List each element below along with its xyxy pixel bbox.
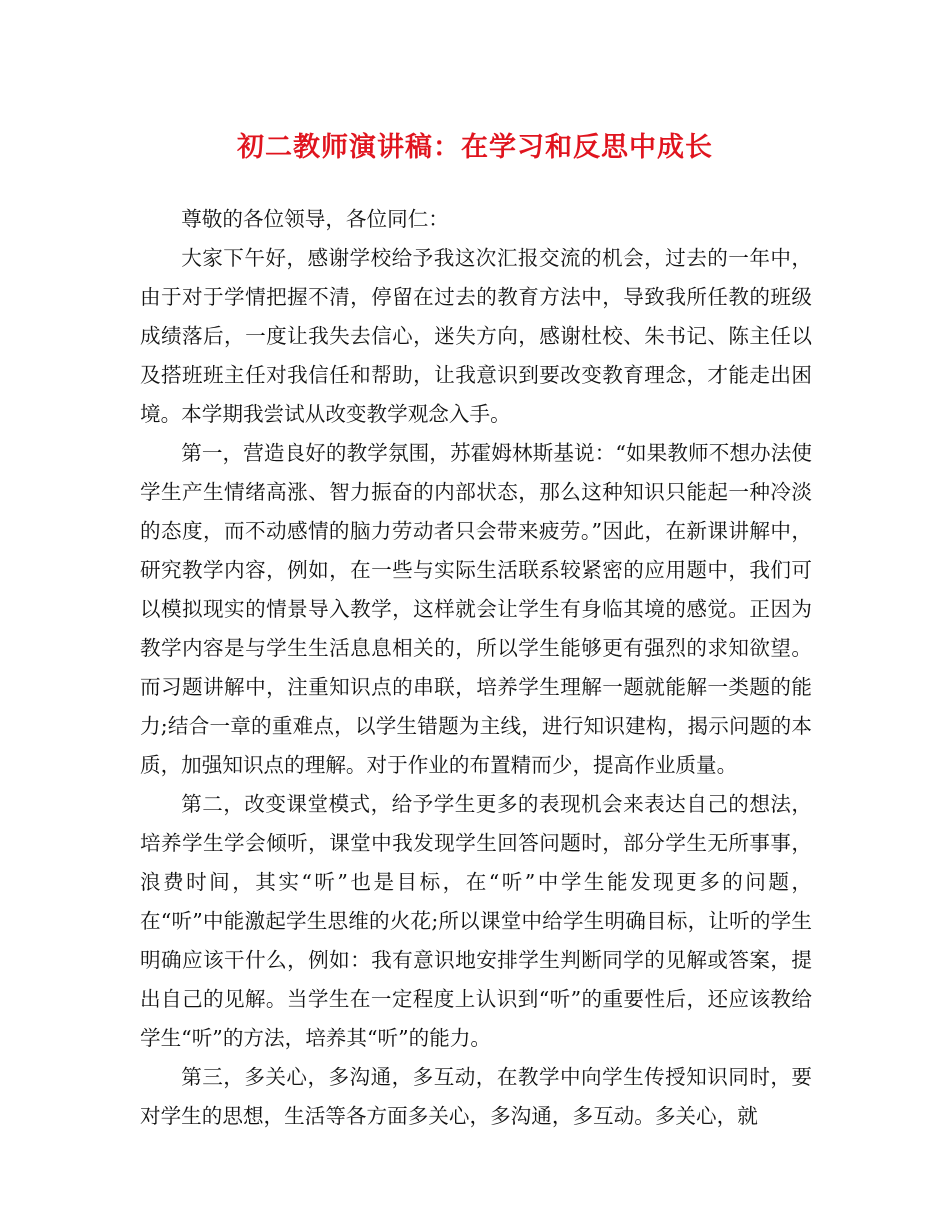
document-body — [140, 200, 812, 1136]
paragraph-first-point: 第一，营造良好的教学氛围，苏霍姆林斯基说：“如果教师不想办法使学生产生情绪高涨、智力振奋的内部状态，那么这种知识只能起一种冷淡的态度，而不动感情的脑力劳动者只会带来疲劳。”因此，在新课讲解中，研究教学内容，例如，在一些与实际生活联系较紧密的应用题中，我们可以模拟现实的情景导入教学，这样就会让学生有身临其境的感觉。正因为教学内容是与学生生活息息相关的，所以学生能够更有强烈的求知欲望。而习题讲解中，注重知识点的串联，培养学生理解一题就能解一类题的能力;结合一章的重难点，以学生错题为主线，进行知识建构，揭示问题的本质，加强知识点的理解。对于作业的布置精而少，提高作业质量。 — [140, 441, 812, 777]
document-title: 初二教师演讲稿：在学习和反思中成长 — [237, 132, 713, 163]
paragraph-second-point: 第二，改变课堂模式，给予学生更多的表现机会来表达自己的想法，培养学生学会倾听，课堂中我发现学生回答问题时，部分学生无所事事，浪费时间，其实“听”也是目标，在“听”中学生能发现更多的问题，在“听”中能激起学生思维的火花;所以课堂中给学生明确目标，让听的学生明确应该干什么，例如：我有意识地安排学生判断同学的见解或答案，提出自己的见解。当学生在一定程度上认识到“听”的重要性后，还应该教给学生“听”的方法，培养其“听”的能力。 — [140, 792, 812, 1050]
paragraph-greeting: 尊敬的各位领导，各位同仁： — [181, 207, 449, 231]
paragraph-third-point: 第三，多关心，多沟通，多互动，在教学中向学生传授知识同时，要对学生的思想，生活等各方面多关心，多沟通，多互动。多关心，就 — [140, 1065, 812, 1128]
paragraph-intro: 大家下午好，感谢学校给予我这次汇报交流的机会，过去的一年中，由于对于学情把握不清，停留在过去的教育方法中，导致我所任教的班级成绩落后，一度让我失去信心，迷失方向，感谢杜校、朱书记、陈主任以及搭班班主任对我信任和帮助，让我意识到要改变教育理念，才能走出困境。本学期我尝试从改变教学观念入手。 — [140, 246, 812, 426]
